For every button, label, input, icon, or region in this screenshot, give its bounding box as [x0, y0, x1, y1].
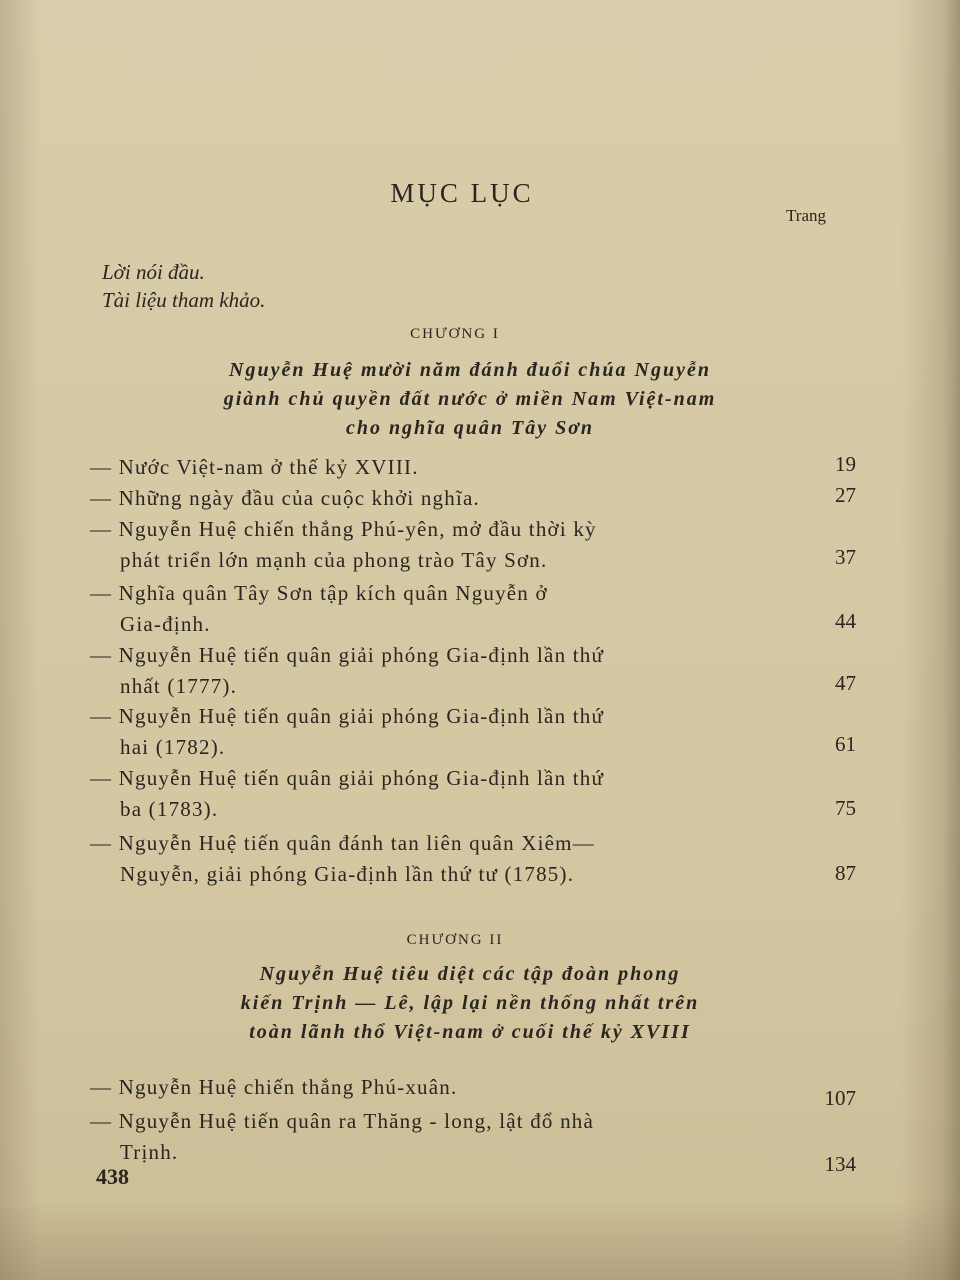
toc-entry-text: — Nguyễn Huệ tiến quân giải phóng Gia-định lần thứ [90, 766, 605, 790]
toc-entry-page: 19 [835, 452, 856, 476]
chapter-title-line: Nguyễn Huệ tiêu diệt các tập đoàn phong [259, 963, 681, 985]
page-number: 438 [96, 1164, 129, 1189]
toc-entry-text: — Nguyễn Huệ tiến quân giải phóng Gia-định lần thứ [90, 643, 605, 667]
toc-entry-page: 37 [835, 545, 856, 569]
toc-entry-text: Nguyễn, giải phóng Gia-định lần thứ tư (1785). [120, 862, 575, 886]
chapter-title-line: giành chủ quyền đất nước ở miền Nam Việt-nam [223, 388, 717, 410]
page-column-label: Trang [786, 206, 826, 225]
chapter-label: CHƯƠNG II [406, 932, 504, 948]
toc-entry [90, 1072, 770, 1103]
toc-entry-text: nhất (1777). [120, 674, 238, 698]
toc-entry-page: 107 [824, 1086, 856, 1110]
toc-entry-text: — Nguyễn Huệ tiến quân ra Thăng - long, lật đổ nhà [90, 1109, 595, 1133]
toc-entry-text: — Nghĩa quân Tây Sơn tập kích quân Nguyễn ở [90, 581, 548, 605]
toc-entry [90, 763, 770, 825]
toc-entry-page: 47 [835, 671, 856, 695]
toc-entry-page: 27 [835, 483, 856, 507]
chapter-title-line: kiến Trịnh — Lê, lập lại nền thống nhất trên [240, 992, 700, 1014]
toc-entry [90, 452, 770, 483]
chapter-title [0, 356, 940, 443]
toc-entry-text: — Nước Việt-nam ở thế kỷ XVIII. [90, 455, 419, 479]
chapter-title-line: toàn lãnh thổ Việt-nam ở cuối thế kỷ XVIII [249, 1021, 691, 1043]
toc-entry [90, 828, 770, 890]
toc-entry [90, 514, 770, 576]
toc-entry [90, 640, 770, 702]
front-matter-item: Tài liệu tham khảo. [102, 288, 266, 312]
toc-entry-text: — Những ngày đầu của cuộc khởi nghĩa. [90, 486, 480, 510]
toc-entry-text: — Nguyễn Huệ chiến thắng Phú-yên, mở đầu thời kỳ [90, 517, 597, 541]
toc-entry-text: — Nguyễn Huệ tiến quân đánh tan liên quân Xiêm— [90, 831, 595, 855]
toc-entry-text: Trịnh. [120, 1140, 179, 1164]
front-matter-item: Lời nói đầu. [102, 260, 205, 284]
toc-entry [90, 578, 770, 640]
chapter-title-line: Nguyễn Huệ mười năm đánh đuổi chúa Nguyễn [229, 359, 711, 381]
chapter-label: CHƯƠNG I [410, 326, 500, 342]
chapter-title [0, 960, 940, 1047]
toc-entry-page: 134 [824, 1152, 856, 1176]
toc-entry [90, 701, 770, 763]
toc-entry-text: hai (1782). [120, 735, 226, 759]
toc-entry-text: phát triển lớn mạnh của phong trào Tây Sơn. [120, 548, 548, 572]
toc-entry-text: ba (1783). [120, 797, 219, 821]
toc-entry-text: — Nguyễn Huệ chiến thắng Phú-xuân. [90, 1075, 458, 1099]
toc-entry-text: Gia-định. [120, 612, 211, 636]
chapter-title-line: cho nghĩa quân Tây Sơn [345, 417, 595, 439]
toc-entry [90, 483, 770, 514]
toc-entry-page: 75 [835, 796, 856, 820]
toc-entry-page: 61 [835, 732, 856, 756]
toc-entry-text: — Nguyễn Huệ tiến quân giải phóng Gia-định lần thứ [90, 704, 605, 728]
toc-entry [90, 1106, 770, 1168]
toc-entry-page: 87 [835, 861, 856, 885]
page-title: MỤC LỤC [390, 178, 534, 208]
page-shadow-bottom [0, 1200, 960, 1280]
toc-entry-page: 44 [835, 609, 856, 633]
